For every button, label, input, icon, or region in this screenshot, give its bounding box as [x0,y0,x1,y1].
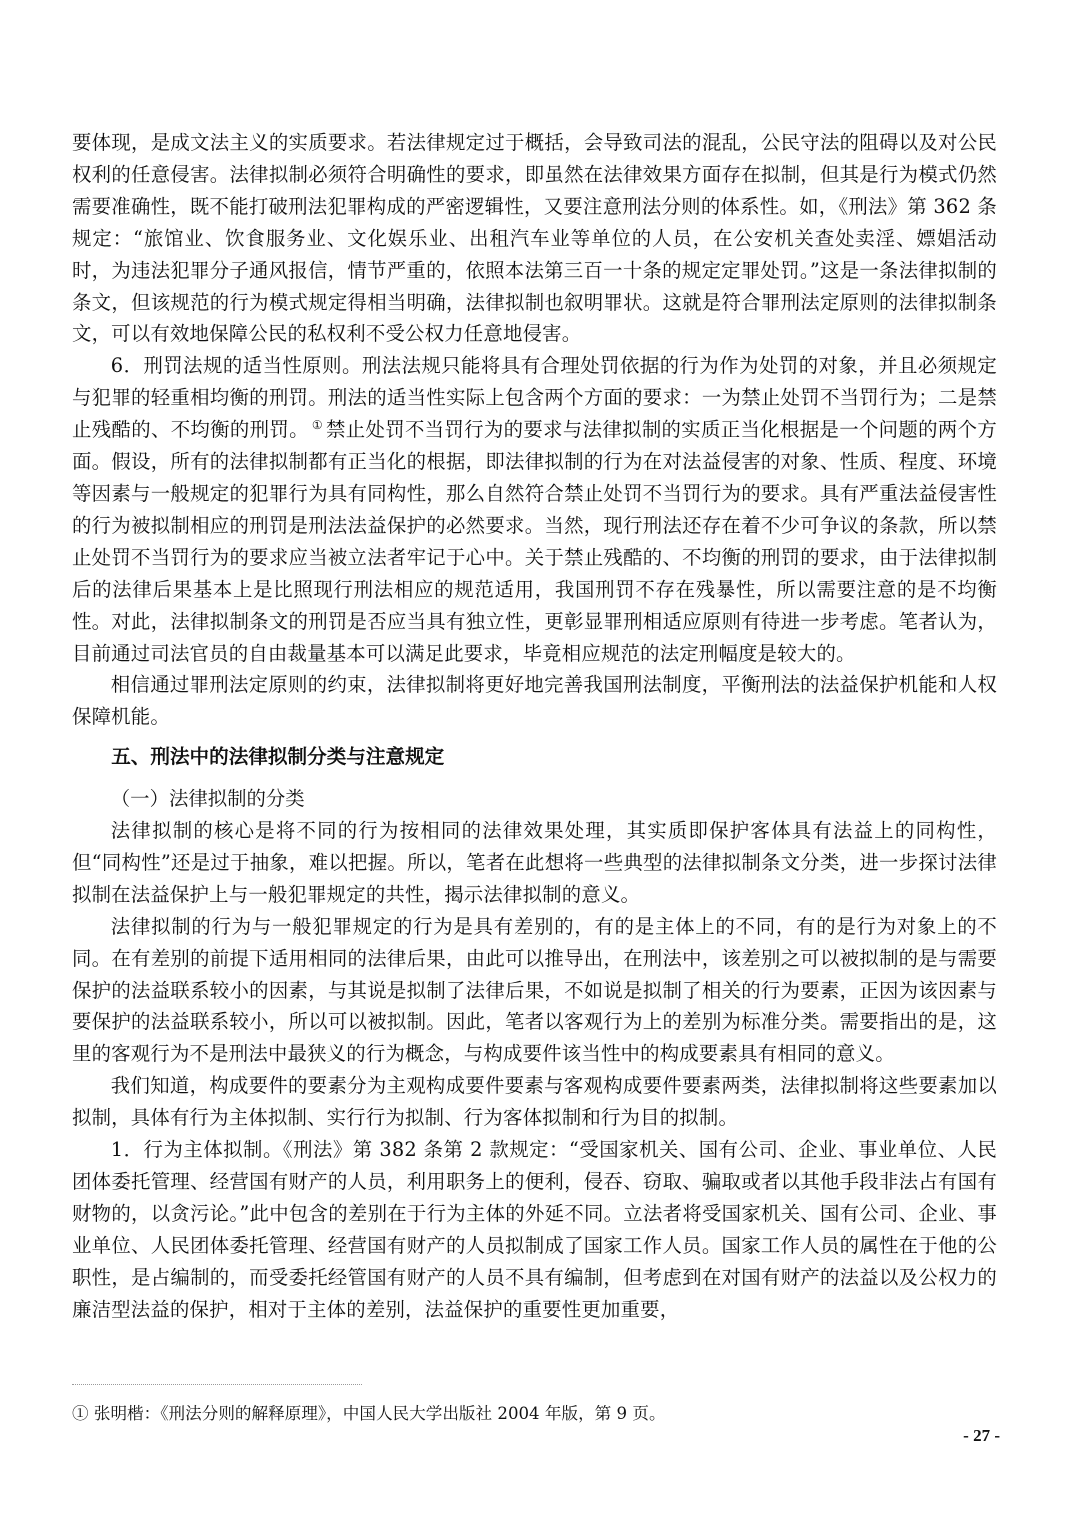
paragraph-text-before-note: 6．刑罚法规的适当性原则。刑法法规只能将具有合理处罚依据的行为作为处罚的对象，并且必须规定与犯罪的轻重相均衡的刑罚。刑法的适当性实际上包含两个方面的要求：一为禁止处罚不当罚行为；二是禁止残酷的、不均衡的刑罚。 [72,354,997,442]
paragraph-conclusion: 相信通过罪刑法定原则的约束，法律拟制将更好地完善我国刑法制度，平衡刑法的法益保护机能和人权保障机能。 [72,673,997,729]
paragraph-core-of-fiction: 法律拟制的核心是将不同的行为按相同的法律效果处理，其实质即保护客体具有法益上的同构性，但“同构性”还是过于抽象，难以把握。所以，笔者在此想将一些典型的法律拟制条文分类，进一步探讨法律拟制在法益保护上与一般犯罪规定的共性，揭示法律拟制的意义。 [72,819,997,906]
subsection-heading: （一）法律拟制的分类 [110,787,305,811]
paragraph-difference: 法律拟制的行为与一般犯罪规定的行为是具有差别的，有的是主体上的不同，有的是行为对象上的不同。在有差别的前提下适用相同的法律后果，由此可以推导出，在刑法中，该差别之可以被拟制的是与需要保护的法益联系较小的因素，与其说是拟制了法律后果，不如说是拟制了相关的行为要素，正因为该因素与要保护的法益联系较小，所以可以被拟制。因此，笔者以客观行为上的差别为标准分类。需要指出的是，这里的客观行为不是刑法中最狭义的行为概念，与构成要件该当性中的构成要素具有相同的意义。 [72,914,997,1066]
footnote-divider [72,1384,362,1385]
paragraph-appropriateness-principle [72,350,997,669]
footnote-marker: ① [311,417,323,432]
footnote: ① 张明楷：《刑法分则的解释原理》，中国人民大学出版社 2004 年版，第 9 页。 [72,1404,666,1423]
section-heading: 五、刑法中的法律拟制分类与注意规定 [111,745,445,769]
paragraph-text-after-note: 禁止处罚不当罚行为的要求与法律拟制的实质正当化根据是一个问题的两个方面。假设，所有的法律拟制都有正当化的根据，即法律拟制的行为在对法益侵害的对象、性质、程度、环境等因素与一般规定的犯罪行为具有同构性，那么自然符合禁止处罚不当罚行为的要求。具有严重法益侵害性的行为被拟制相应的刑罚是刑法法益保护的必然要求。当然，现行刑法还存在着不少可争议的条款，所以禁止处罚不当罚行为的要求应当被立法者牢记于心中。关于禁止残酷的、不均衡的刑罚的要求，由于法律拟制后的法律后果基本上是比照现行刑法相应的规范适用，我国刑罚不存在残暴性，所以需要注意的是不均衡性。对此，法律拟制条文的刑罚是否应当具有独立性，更彰显罪刑相适应原则有待进一步考虑。笔者认为，目前通过司法官员的自由裁量基本可以满足此要求，毕竟相应规范的法定刑幅度是较大的。 [72,418,997,665]
page-number: - 27 - [963,1426,1000,1445]
page-body [72,127,997,1326]
paragraph-elements: 我们知道，构成要件的要素分为主观构成要件要素与客观构成要件要素两类，法律拟制将这些要素加以拟制，具体有行为主体拟制、实行行为拟制、行为客体拟制和行为目的拟制。 [72,1074,997,1130]
paragraph-subject-fiction: 1．行为主体拟制。《刑法》第 382 条第 2 款规定：“受国家机关、国有公司、企业、事业单位、人民团体委托管理、经营国有财产的人员，利用职务上的便利，侵吞、窃取、骗取或者以其他手段非法占有国有财物的，以贪污论。”此中包含的差别在于行为主体的外延不同。立法者将受国家机关、国有公司、企业、事业单位、人民团体委托管理、经营国有财产的人员拟制成了国家工作人员。国家工作人员的属性在于他的公职性，是占编制的，而受委托经管国有财产的人员不具有编制，但考虑到在对国有财产的法益以及公权力的廉洁型法益的保护，相对于主体的差别，法益保护的重要性更加重要， [72,1138,997,1321]
paragraph-continuation: 要体现，是成文法主义的实质要求。若法律规定过于概括，会导致司法的混乱，公民守法的阻碍以及对公民权利的任意侵害。法律拟制必须符合明确性的要求，即虽然在法律效果方面存在拟制，但其是行为模式仍然需要准确性，既不能打破刑法犯罪构成的严密逻辑性，又要注意刑法分则的体系性。如，《刑法》第 362 条规定：“旅馆业、饮食服务业、文化娱乐业、出租汽车业等单位的人员，在公安机关查处卖淫、嫖娼活动时，为违法犯罪分子通风报信，情节严重的，依照本法第三百一十条的规定定罪处罚。”这是一条法律拟制的条文，但该规范的行为模式规定得相当明确，法律拟制也叙明罪状。这就是符合罪刑法定原则的法律拟制条文，可以有效地保障公民的私权利不受公权力任意地侵害。 [72,131,997,346]
